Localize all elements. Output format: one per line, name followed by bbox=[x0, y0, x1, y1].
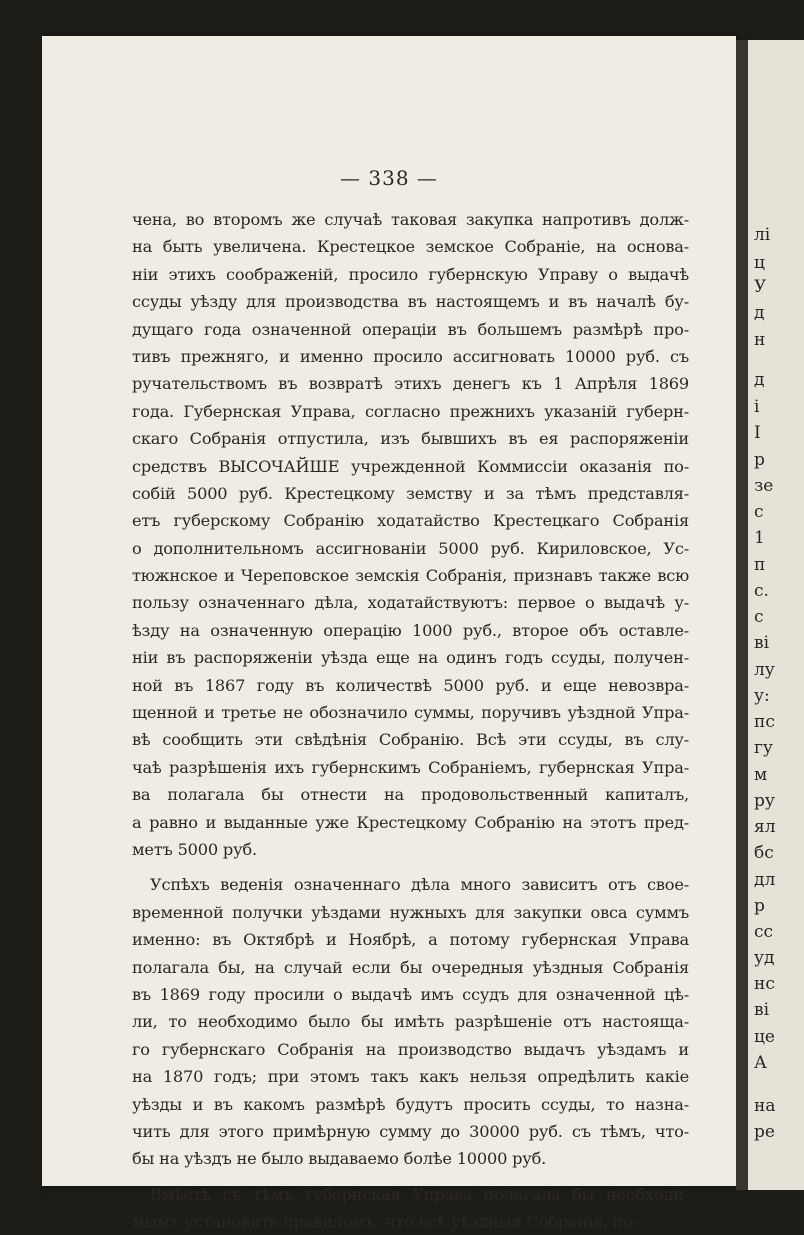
text-line: тюжнское и Череповское земскія Собранія, признавъ также всю bbox=[132, 566, 689, 586]
adjacent-page-fragment: 1 bbox=[754, 528, 765, 548]
adjacent-page-fragment: н bbox=[754, 330, 766, 350]
text-line: Вмѣстѣ съ тѣмъ губернская Управа полагала бы необходи- bbox=[150, 1184, 689, 1204]
text-line: вѣ сообщить эти свѣдѣнія Собранію. Всѣ эти ссуды, въ слу- bbox=[132, 730, 689, 750]
adjacent-page-fragment: п bbox=[754, 555, 766, 575]
text-line: на 1870 годъ; при этомъ такъ какъ нельзя опредѣлить какіе bbox=[132, 1067, 689, 1087]
text-line: о дополнительномъ ассигнованіи 5000 руб. Кириловское, Ус- bbox=[132, 538, 689, 558]
adjacent-page-fragment: м bbox=[754, 765, 768, 785]
text-line: ссуды уѣзду для производства въ настоящемъ и въ началѣ бу- bbox=[132, 292, 689, 312]
adjacent-page-fragment: ру bbox=[754, 791, 775, 811]
text-line: скаго Собранія отпустила, изъ бывшихъ въ ея распоряженіи bbox=[132, 429, 689, 449]
text-line: щенной и третье не обозначило суммы, поручивъ уѣздной Упра- bbox=[132, 703, 689, 723]
adjacent-page-fragment: р bbox=[754, 896, 765, 916]
text-line: чаѣ разрѣшенія ихъ губернскимъ Собраніемъ, губернская Упра- bbox=[132, 757, 689, 777]
text-line: на быть увеличена. Крестецкое земское Собраніе, на основа- bbox=[132, 237, 689, 257]
text-line: бы на уѣздъ не было выдаваемо болѣе 10000 руб. bbox=[132, 1149, 547, 1169]
adjacent-page-fragment: с. bbox=[754, 581, 769, 601]
text-line: средствъ ВЫСОЧАЙШЕ учрежденной Коммиссіи оказанія по- bbox=[132, 456, 689, 476]
adjacent-page-fragment: уд bbox=[754, 948, 775, 968]
text-line: собій 5000 руб. Крестецкому земству и за тѣмъ представля- bbox=[132, 483, 689, 503]
adjacent-page-edge bbox=[748, 40, 804, 1190]
text-line: ли, то необходимо было бы имѣть разрѣшеніе отъ настояща- bbox=[132, 1012, 689, 1032]
text-line: ручательствомъ въ возвратѣ этихъ денегъ къ 1 Апрѣля 1869 bbox=[132, 374, 689, 394]
text-line: пользу означеннаго дѣла, ходатайствуютъ: первое о выдачѣ у- bbox=[132, 593, 689, 613]
adjacent-page-fragment: А bbox=[754, 1053, 767, 1073]
text-line: метъ 5000 руб. bbox=[132, 839, 257, 859]
adjacent-page-fragment: ц bbox=[754, 253, 765, 273]
adjacent-page-fragment: с bbox=[754, 607, 764, 627]
text-line: чена, во второмъ же случаѣ таковая закупка напротивъ долж- bbox=[132, 210, 689, 229]
text-line: тивъ прежняго, и именно просило ассигновать 10000 руб. съ bbox=[132, 346, 689, 366]
adjacent-page-fragment: зе bbox=[754, 476, 774, 496]
text-line: именно: въ Октябрѣ и Ноябрѣ, а потому губернская Управа bbox=[132, 930, 689, 950]
adjacent-page-fragment: д bbox=[754, 370, 765, 390]
text-line: дущаго года означенной операціи въ большемъ размѣрѣ про- bbox=[132, 319, 689, 339]
adjacent-page-fragment: і bbox=[754, 397, 760, 417]
text-line: временной получки уѣздами нужныхъ для закупки овса суммъ bbox=[132, 902, 689, 922]
text-line: ніи этихъ соображеній, просило губернскую Управу о выдачѣ bbox=[132, 264, 689, 284]
adjacent-page-fragment: на bbox=[754, 1096, 776, 1116]
adjacent-page-fragment: ві bbox=[754, 633, 770, 653]
adjacent-page-fragment: бс bbox=[754, 843, 774, 863]
adjacent-page-fragment: дл bbox=[754, 870, 776, 890]
paragraph-gap bbox=[132, 1173, 689, 1181]
text-line: ніи въ распоряженіи уѣзда еще на одинъ годъ ссуды, получен- bbox=[132, 648, 689, 668]
paragraph-gap bbox=[132, 863, 689, 871]
adjacent-page-fragment: нс bbox=[754, 974, 775, 994]
adjacent-page-fragment: с bbox=[754, 502, 764, 522]
book-page bbox=[42, 36, 736, 1232]
adjacent-page-fragment: сс bbox=[754, 922, 774, 942]
adjacent-page-fragment: ял bbox=[754, 817, 776, 837]
text-line: етъ губерскому Собранію ходатайство Крестецкаго Собранія bbox=[132, 511, 689, 531]
text-line: чить для этого примѣрную сумму до 30000 руб. съ тѣмъ, что- bbox=[132, 1121, 689, 1141]
adjacent-page-fragment: д bbox=[754, 303, 765, 323]
adjacent-page-fragment: ві bbox=[754, 1000, 770, 1020]
adjacent-page-fragment: У bbox=[754, 277, 767, 297]
adjacent-page-fragment: пс bbox=[754, 712, 775, 732]
text-line: полагала бы, на случай если бы очередныя уѣздныя Собранія bbox=[132, 957, 689, 977]
text-line: Успѣхъ веденія означеннаго дѣла много зависитъ отъ свое- bbox=[150, 875, 689, 895]
adjacent-page-fragment: у: bbox=[754, 686, 770, 706]
adjacent-page-fragment: лу bbox=[754, 660, 775, 680]
text-line: года. Губернская Управа, согласно прежнихъ указаній губерн- bbox=[132, 401, 689, 421]
text-line: уѣзды и въ какомъ размѣрѣ будутъ просить ссуды, то назна- bbox=[132, 1094, 689, 1114]
book-gutter bbox=[736, 40, 748, 1190]
text-line: го губернскаго Собранія на производство выдачъ уѣздамъ и bbox=[132, 1039, 689, 1059]
text-line: ва полагала бы отнести на продовольственный капиталъ, bbox=[132, 785, 689, 805]
adjacent-page-fragment: ре bbox=[754, 1122, 775, 1142]
text-line: мымъ установить правиломъ: что всѣ уѣздныя Собранія, по- bbox=[132, 1212, 639, 1232]
text-line: ной въ 1867 году въ количествѣ 5000 руб. и еще невозвра- bbox=[132, 675, 689, 695]
text-line: ѣзду на означенную операцію 1000 руб., второе объ оставле- bbox=[132, 620, 689, 640]
adjacent-page-fragment: І bbox=[754, 423, 761, 443]
adjacent-page-fragment: лі bbox=[754, 225, 771, 245]
page-number: — 338 — bbox=[340, 166, 438, 190]
adjacent-page-fragment: це bbox=[754, 1027, 775, 1047]
adjacent-page-fragment: гу bbox=[754, 738, 773, 758]
text-line: а равно и выданные уже Крестецкому Собранію на этотъ пред- bbox=[132, 812, 689, 832]
adjacent-page-fragment: р bbox=[754, 450, 765, 470]
page-body-text bbox=[132, 206, 689, 1235]
text-line: въ 1869 году просили о выдачѣ имъ ссудъ для означенной цѣ- bbox=[132, 984, 689, 1004]
